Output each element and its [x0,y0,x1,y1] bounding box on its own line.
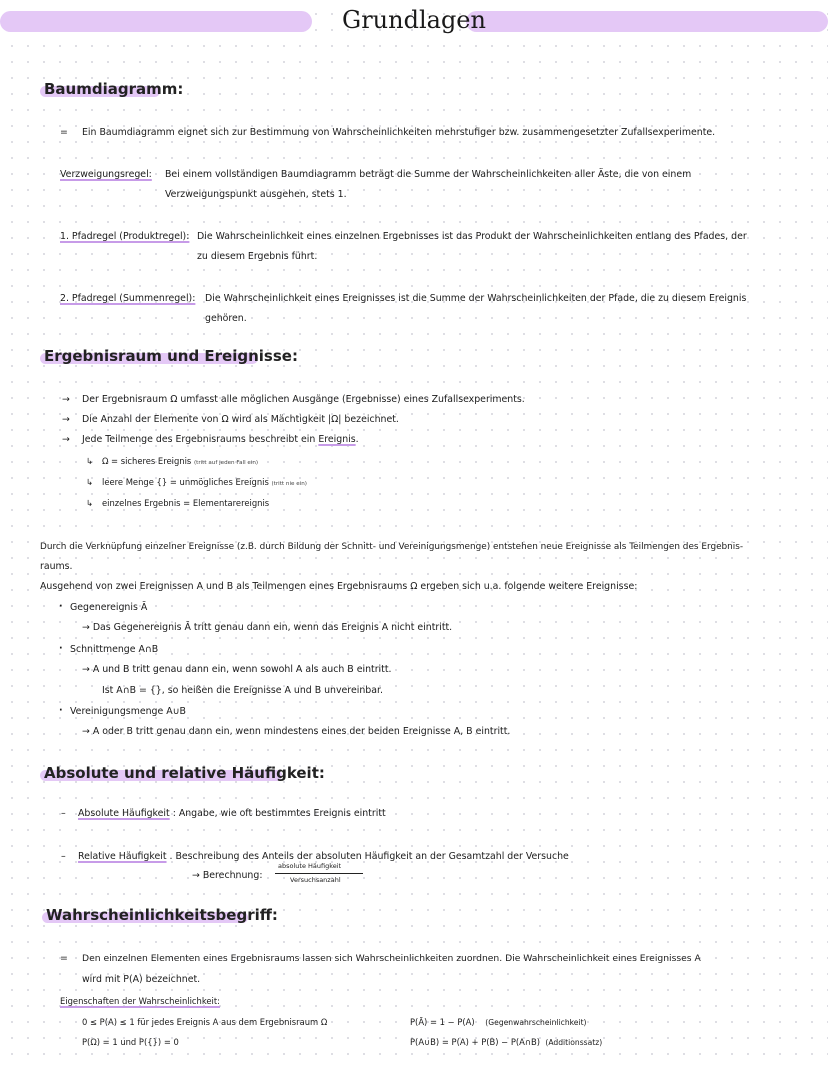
eigenschaft-4-note: (Additionssatz) [545,1038,603,1047]
arrow-icon: → [62,394,70,405]
eigenschaft-3-note: (Gegenwahrscheinlichkeit) [485,1018,587,1027]
section-header-ergebnisraum: Ergebnisraum und Ereignisse: [44,347,298,365]
ergebnisraum-line-1: Der Ergebnisraum Ω umfasst alle möglichen Ausgänge (Ergebnisse) eines Zufallsexperiments. [82,394,525,405]
relative-haeufigkeit-text: . Beschreibung des Anteils der absoluten Häufigkeit an der Gesamtzahl der Versuche [169,851,569,862]
bullet-dash: – [61,851,66,862]
section-header-wahrscheinlichkeit: Wahrscheinlichkeitsbegriff: [46,906,278,924]
schnittmenge-text-1: → A und B tritt genau dann ein, wenn sowohl A als auch B eintritt. [82,664,392,675]
pfadregel-2-line-1: Die Wahrscheinlichkeit eines Ereignisses ist die Summe der Wahrscheinlichkeiten der Pfade, die zu diesem Ereignis [205,293,747,304]
verzweigungsregel-label: Verzweigungsregel: [60,169,152,180]
section-header-haeufigkeit: Absolute und relative Häufigkeit: [44,764,325,782]
vereinigungsmenge-text: → A oder B tritt genau dann ein, wenn mindestens eines der beiden Ereignisse A, B eintritt. [82,726,511,737]
relative-haeufigkeit-label: Relative Häufigkeit [78,851,167,862]
eigenschaft-4: P(A∪B) = P(A) + P(B) − P(A∩B) [410,1037,541,1047]
pfadregel-2-label: 2. Pfadregel (Summenregel): [60,293,196,304]
eigenschaft-3: P(Ā) = 1 − P(A) [410,1017,475,1027]
arrow-icon: → [62,414,70,425]
wahrscheinlichkeit-definition-line-2: wird mit P(A) bezeichnet. [82,974,201,985]
sub-arrow-icon: ↳ [86,456,94,466]
absolute-haeufigkeit-label: Absolute Häufigkeit [78,808,170,819]
verknuepfung-line-2: raums. [40,561,73,572]
schnittmenge-text-2: Ist A∩B = {}, so heißen die Ereignisse A und B unvereinbar. [102,685,383,696]
ergebnisraum-line-3 [82,433,359,446]
bullet-equals: = [60,953,68,964]
page-title: Grundlagen [342,6,486,34]
gegenereignis-text: → Das Gegenereignis Ā tritt genau dann ein, wenn das Ereignis A nicht eintritt. [82,622,453,633]
ergebnisraum-line-2: Die Anzahl der Elemente von Ω wird als Mächtigkeit |Ω| bezeichnet. [82,414,399,425]
berechnung-label: → Berechnung: [192,870,263,881]
ausgehend-paragraph: Ausgehend von zwei Ereignissen A und B als Teilmengen eines Ergebnisraums Ω ergeben sich u.a. folgende weitere Ereignisse: [40,581,638,592]
fraction-bar [275,873,363,874]
eigenschaften-label: Eigenschaften der Wahrscheinlichkeit: [60,996,220,1006]
schnittmenge-label: Schnittmenge A∩B [70,644,159,655]
bullet-dot: · [59,601,63,612]
sub-line-2: leere Menge {} = unmögliches Ereignis [102,477,269,487]
sub-line-2-note: (tritt nie ein) [271,481,307,487]
verknuepfung-line-1: Durch die Verknüpfung einzelner Ereignisse (z.B. durch Bildung der Schnitt- und Vereinigungsmenge) entstehen neue Ereignisse als Teilmengen des Ergebnis- [40,542,744,552]
fraction-numerator: absolute Häufigkeit [278,862,342,870]
bullet-dot: · [59,705,63,716]
bullet-dot: · [59,643,63,654]
verzweigungsregel-line-2: Verzweigungspunkt ausgehen, stets 1. [165,189,347,200]
sub-arrow-icon: ↳ [86,498,94,508]
pfadregel-1-label: 1. Pfadregel (Produktregel): [60,231,190,242]
section-header-baumdiagramm: Baumdiagramm: [44,80,184,98]
absolute-haeufigkeit-text: : Angabe, wie oft bestimmtes Ereignis eintritt [172,808,386,819]
sub-line-1: Ω = sicheres Ereignis [102,456,192,466]
line-3-pre: Jede Teilmenge des Ergebnisraums beschreibt ein [82,434,316,445]
sub-line-unmoegliches-ereignis [102,476,307,490]
wahrscheinlichkeit-definition-line-1: Den einzelnen Elementen eines Ergebnisraums lassen sich Wahrscheinlichkeiten zuordnen. Die Wahrscheinlichkeit eines Ereignisses A [82,953,701,964]
bullet-equals: = [60,127,68,138]
eigenschaft-4-line [410,1036,602,1049]
eigenschaft-1: 0 ≤ P(A) ≤ 1 für jedes Ereignis A aus dem Ergebnisraum Ω [82,1017,328,1027]
verzweigungsregel-line-1: Bei einem vollständigen Baumdiagramm beträgt die Summe der Wahrscheinlichkeiten aller Äste, die von einem [165,169,692,180]
absolute-haeufigkeit-line [78,807,386,820]
eigenschaft-2: P(Ω) = 1 und P({}) = 0 [82,1037,179,1047]
line-3-post: . [355,434,359,445]
arrow-icon: → [62,434,70,445]
sub-line-1-note: (tritt auf jeden Fall ein) [193,460,259,466]
eigenschaft-3-line [410,1016,587,1029]
vereinigungsmenge-label: Vereinigungsmenge A∪B [70,706,186,717]
pfadregel-1-line-1: Die Wahrscheinlichkeit eines einzelnen Ergebnisses ist das Produkt der Wahrscheinlichkeiten entlang des Pfades, der [197,231,747,242]
pfadregel-2-line-2: gehören. [205,313,247,324]
bullet-dash: – [61,808,66,819]
sub-line-sicheres-ereignis [102,455,258,469]
pfadregel-1-line-2: zu diesem Ergebnis führt. [197,251,318,262]
gegenereignis-label: Gegenereignis Ā [70,602,148,613]
baum-definition: Ein Baumdiagramm eignet sich zur Bestimmung von Wahrscheinlichkeiten mehrstufiger bzw. zusammengesetzter Zufallsexperimente. [82,127,716,138]
fraction-denominator: Versuchsanzahl [290,876,341,884]
sub-line-elementarereignis: einzelnes Ergebnis = Elementarereignis [102,498,270,508]
term-ereignis: Ereignis [318,434,356,445]
sub-arrow-icon: ↳ [86,477,94,487]
